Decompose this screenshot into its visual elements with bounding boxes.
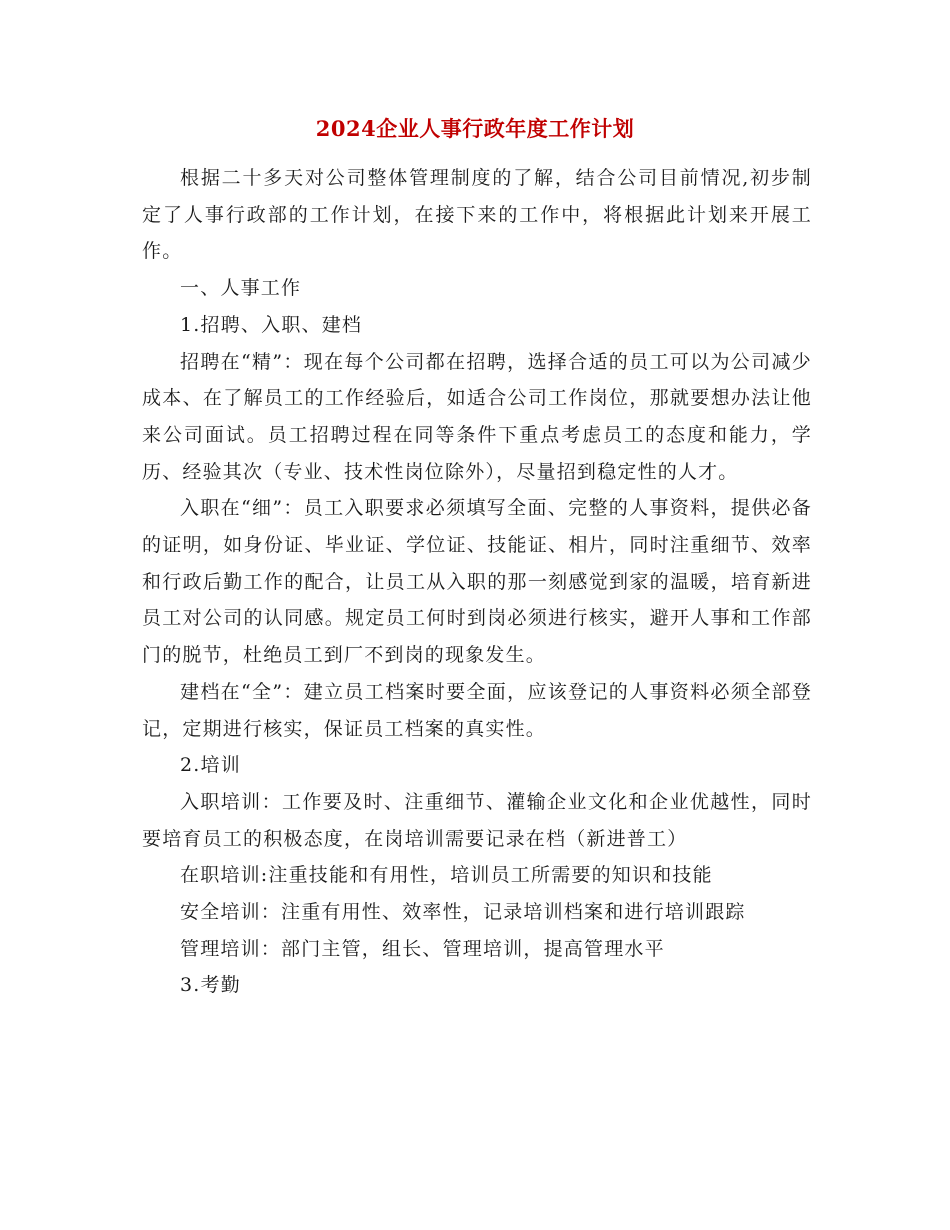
document-title: 2024企业人事行政年度工作计划 (315, 116, 635, 141)
intro-paragraph: 根据二十多天对公司整体管理制度的了解，结合公司目前情况,初步制定了人事行政部的工作计划，在接下来的工作中，将根据此计划来开展工作。 (142, 167, 812, 263)
subsection-heading-training: 2.培训 (180, 754, 241, 777)
section-heading-personnel: 一、人事工作 (180, 277, 302, 300)
document-body (142, 160, 812, 1004)
onboarding-training-paragraph: 入职培训：工作要及时、注重细节、灌输企业文化和企业优越性，同时要培育员工的积极态度，在岗培训需要记录在档（新进普工） (142, 790, 812, 850)
onjob-training-paragraph: 在职培训:注重技能和有用性，培训员工所需要的知识和技能 (180, 864, 713, 887)
archive-paragraph: 建档在“全”：建立员工档案时要全面，应该登记的人事资料必须全部登记，定期进行核实，保证员工档案的真实性。 (142, 680, 812, 740)
subsection-heading-recruitment: 1.招聘、入职、建档 (180, 313, 363, 336)
onboarding-paragraph: 入职在“细”：员工入职要求必须填写全面、完整的人事资料，提供必备的证明，如身份证、毕业证、学位证、技能证、相片，同时注重细节、效率和行政后勤工作的配合，让员工从入职的那一刻感觉到家的温暖，培育新进员工对公司的认同感。规定员工何时到岗必须进行核实，避开人事和工作部门的脱节，杜绝员工到厂不到岗的现象发生。 (142, 497, 812, 667)
subsection-heading-attendance: 3.考勤 (180, 974, 241, 997)
management-training-paragraph: 管理培训：部门主管，组长、管理培训，提高管理水平 (180, 937, 665, 960)
recruitment-paragraph: 招聘在“精”：现在每个公司都在招聘，选择合适的员工可以为公司减少成本、在了解员工的工作经验后，如适合公司工作岗位，那就要想办法让他来公司面试。员工招聘过程在同等条件下重点考虑员工的态度和能力，学历、经验其次（专业、技术性岗位除外），尽量招到稳定性的人才。 (142, 350, 812, 483)
safety-training-paragraph: 安全培训：注重有用性、效率性，记录培训档案和进行培训跟踪 (180, 901, 746, 924)
